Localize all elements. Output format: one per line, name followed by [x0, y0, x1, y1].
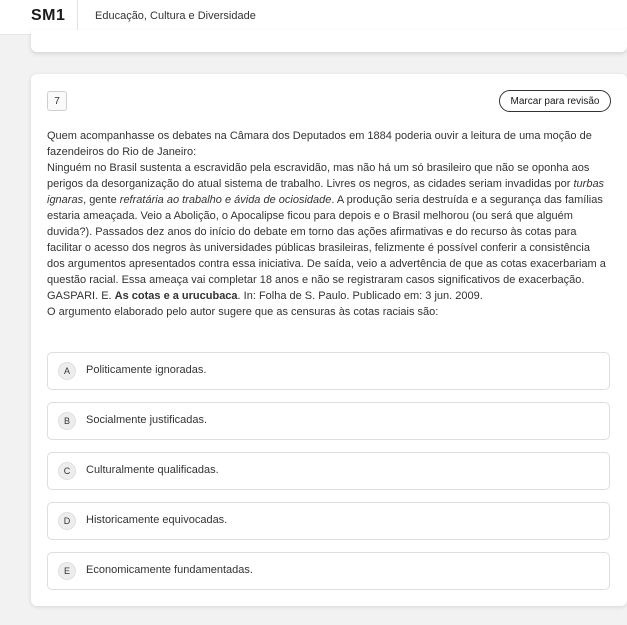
- question-number: 7: [47, 91, 67, 111]
- question-quote: Ninguém no Brasil sustenta a escravidão pela escravidão, mas não há um só brasileiro que não se oponha aos perigos da desorganização do atual sistema de trabalho. Livres os negros, as cidades seriam invadidas por turbas ignaras, gente refratária ao trabalho e ávida de ociosidade. A produção seria destruída e a segurança das famílias estaria ameaçada. Veio a Abolição, o Apocalipse ficou para depois e o Brasil melhorou (ou será que alguém duvida?). Passados dez anos do início do debate em torno das ações afirmativas e do recurso às cotas para facilitar o acesso dos negros às universidades públicas brasileiras, felizmente é possível conferir a consistência dos argumentos apresentados contra essa iniciativa. De saída, veio a advertência de que as cotas exacerbariam a questão racial. Essa ameaça vai completar 18 anos e não se registraram casos significativos de exacerbação.: [47, 162, 606, 286]
- alternative-text: Politicamente ignoradas.: [86, 364, 207, 376]
- header-divider: [77, 0, 78, 34]
- alternative-letter: E: [58, 562, 76, 580]
- alternative-c[interactable]: [47, 452, 610, 490]
- alternative-text: Socialmente justificadas.: [86, 414, 208, 426]
- alternative-letter: C: [58, 462, 76, 480]
- question-card: [31, 74, 627, 606]
- alternative-text: Historicamente equivocadas.: [86, 514, 228, 526]
- question-prompt: O argumento elaborado pelo autor sugere que as censuras às cotas raciais são:: [47, 306, 439, 318]
- alternative-text: Economicamente fundamentadas.: [86, 564, 253, 576]
- question-statement: [47, 128, 610, 320]
- previous-question-card: [31, 30, 627, 52]
- mark-for-review-button[interactable]: Marcar para revisão: [499, 90, 611, 112]
- subject-title: Educação, Cultura e Diversidade: [95, 10, 256, 22]
- alternative-e[interactable]: [47, 552, 610, 590]
- alternative-a[interactable]: [47, 352, 610, 390]
- alternative-letter: D: [58, 512, 76, 530]
- alternative-d[interactable]: [47, 502, 610, 540]
- question-intro: Quem acompanhasse os debates na Câmara dos Deputados em 1884 poderia ouvir a leitura de uma moção de fazendeiros do Rio de Janeiro:: [47, 130, 592, 158]
- app-logo[interactable]: SM1: [31, 7, 66, 24]
- question-source: GASPARI. E. As cotas e a urucubaca. In: Folha de S. Paulo. Publicado em: 3 jun. 2009.: [47, 290, 483, 302]
- alternative-letter: A: [58, 362, 76, 380]
- alternative-b[interactable]: [47, 402, 610, 440]
- alternative-letter: B: [58, 412, 76, 430]
- alternative-text: Culturalmente qualificadas.: [86, 464, 219, 476]
